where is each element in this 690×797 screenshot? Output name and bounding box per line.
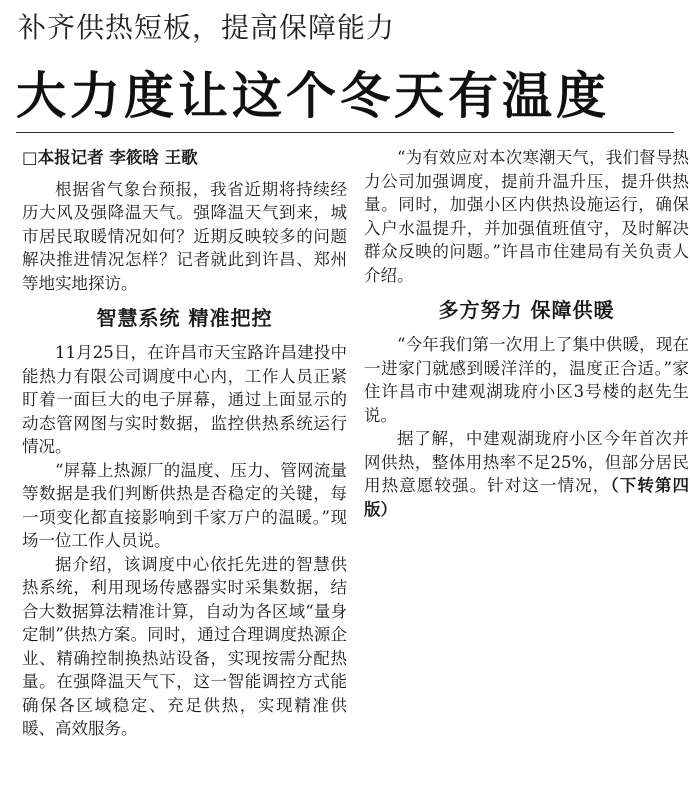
paragraph-resident-quote: “今年我们第一次用上了集中供暖，现在一进家门就感到暖洋洋的，温度正合适。”家住许昌市中建观湖珑府小区3号楼的赵先生说。	[364, 335, 689, 425]
paragraph-bureau-quote: “为有效应对本次寒潮天气，我们督导热力公司加强调度，提前升温升压，提升供热量。同时，加强小区内供热设施运行，确保入户水温提升，并加强值班值守，及时解决群众反映的问题。”许昌市住建局有关负责人介绍。	[364, 148, 689, 285]
paragraph-heating-rate	[364, 427, 689, 521]
title-divider	[16, 132, 674, 133]
continued-note: （下转第四版）	[364, 476, 690, 519]
paragraph-dispatch-center: 11月25日，在许昌市天宝路许昌建投中能热力有限公司调度中心内，工作人员正紧盯着一面巨大的电子屏幕，通过上面显示的动态管网图与实时数据，监控供热系统运行情况。	[22, 343, 347, 456]
paragraph-intro: 根据省气象台预报，我省近期将持续经历大风及强降温天气。强降温天气到来，城市居民取暖情况如何？近期反映较多的问题解决推进情况怎样？记者就此到许昌、郑州等地实地探访。	[22, 179, 347, 293]
kicker-title: 补齐供热短板，提高保障能力	[18, 11, 396, 44]
paragraph-heating-rate-text: 据了解，中建观湖珑府小区今年首次并网供热，整体用热率不足25%，但部分居民用热意愿较强。针对这一情况，	[364, 429, 689, 495]
paragraph-smart-heating: 据介绍，该调度中心依托先进的智慧供热系统，利用现场传感器实时采集数据，结合大数据算法精准计算，自动为各区域“量身定制”供热方案。同时，通过合理调度热源企业、精确控制换热站设备，实现按需分配热量。在强降温天气下，这一智能调控方式能确保各区域稳定、充足供热，实现精准供暖、高效服务。	[22, 554, 347, 738]
subhead-multi-effort: 多方努力 保障供暖	[438, 298, 615, 322]
paragraph-staff-quote: “屏幕上热源厂的温度、压力、管网流量等数据是我们判断供热是否稳定的关键，每一项变化都直接影响到千家万户的温暖。”现场一位工作人员说。	[22, 460, 347, 550]
column-right	[364, 146, 689, 521]
subhead-smart-system: 智慧系统 精准把控	[96, 306, 273, 330]
column-left	[22, 146, 347, 741]
headline: 大力度让这个冬天有温度	[16, 67, 610, 125]
byline: □本报记者 李筱晗 王歌	[22, 148, 198, 167]
